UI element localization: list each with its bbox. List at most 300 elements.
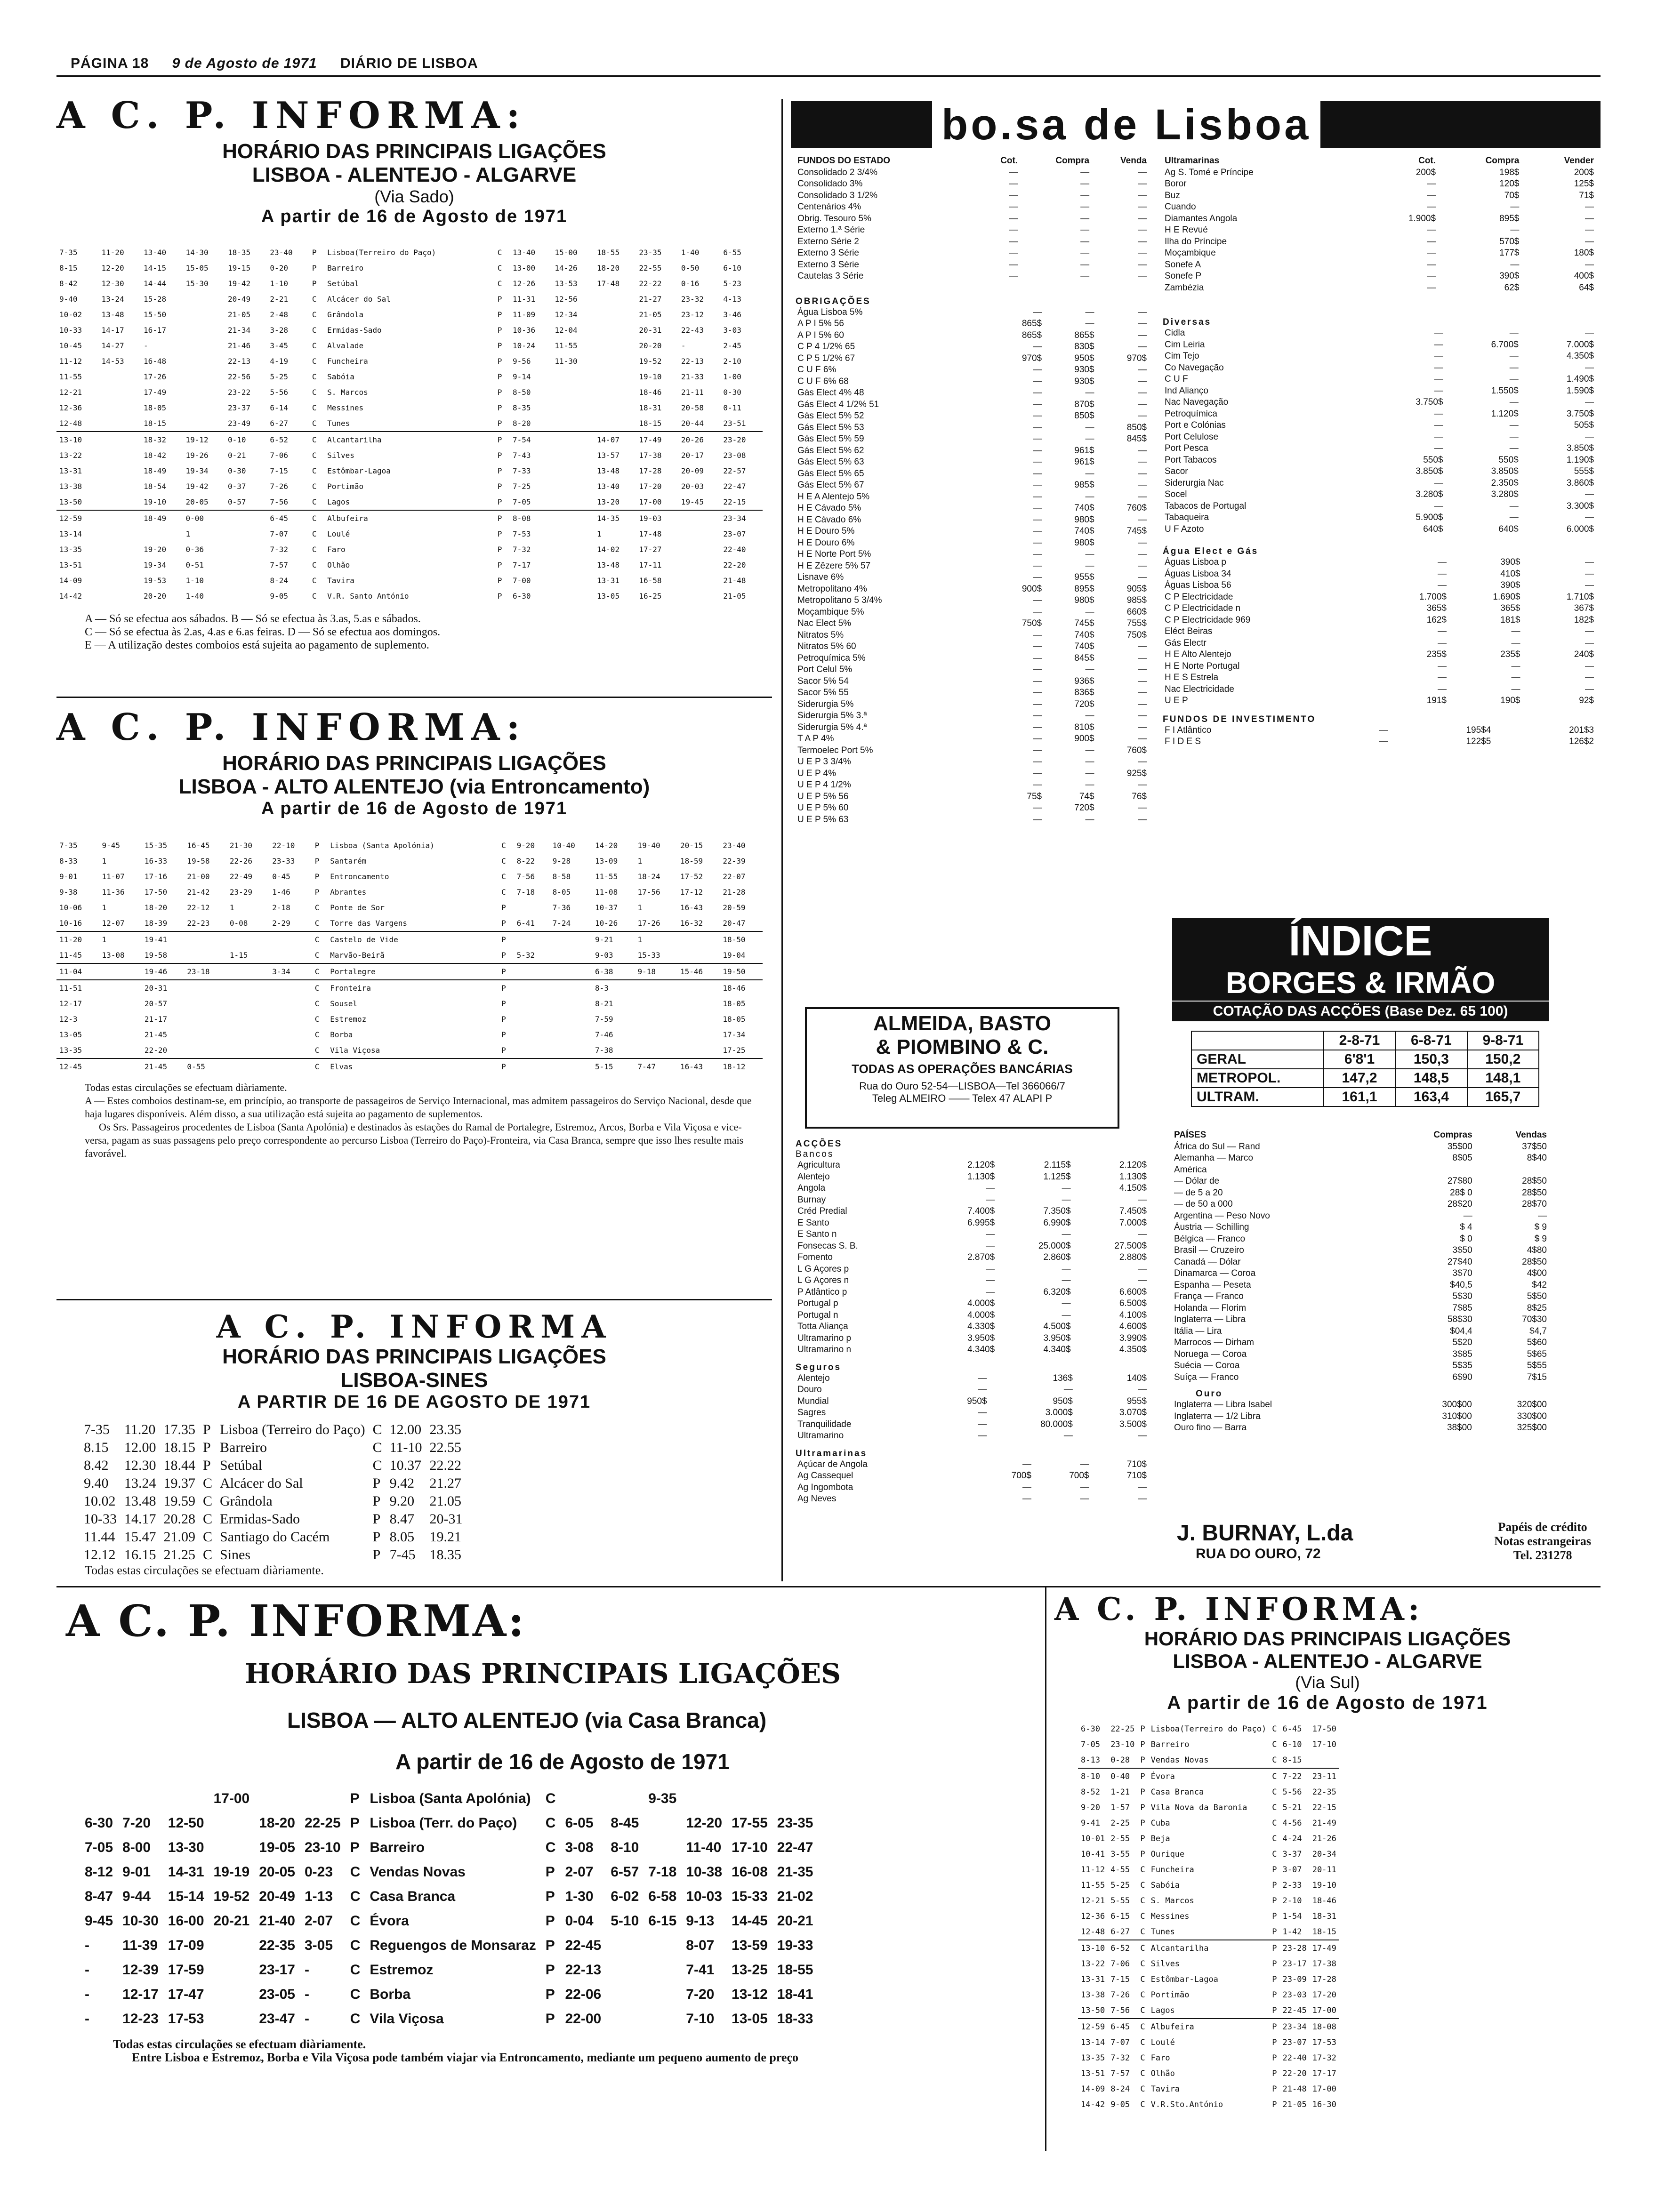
table-cell: 2-21 xyxy=(270,295,288,304)
timetable-note: Todas estas circulações se efectuam diàriamente. xyxy=(85,1563,324,1577)
table-cell: 23-03 xyxy=(1282,1990,1307,2000)
table-row xyxy=(80,1492,467,1510)
table-cell: 10.37 xyxy=(389,1458,422,1473)
table-cell: 17-50 xyxy=(1312,1724,1336,1734)
table-cell xyxy=(98,448,140,463)
table-cell xyxy=(606,2007,643,2031)
table-cell: C xyxy=(312,576,317,585)
table-cell xyxy=(552,542,594,557)
table-cell: 10-01 xyxy=(1081,1834,1105,1843)
ad-line: Teleg ALMEIRO —— Telex 47 ALAPI P xyxy=(872,1092,1053,1104)
table-cell: 20-31 xyxy=(429,1511,463,1527)
table-cell: 7-57 xyxy=(270,561,288,569)
table-cell: P xyxy=(1272,2068,1277,2078)
row-label: C P Electricidade 969 xyxy=(1165,615,1251,625)
table-cell: 22-20 xyxy=(1282,2068,1307,2078)
table-cell: — xyxy=(986,1183,995,1194)
table-header-row xyxy=(1191,1031,1539,1050)
table-cell: - xyxy=(143,341,148,350)
table-cell xyxy=(550,931,592,947)
table-cell xyxy=(99,1042,141,1058)
table-cell: 740$ xyxy=(1074,526,1094,537)
table-row xyxy=(1078,1987,1339,2003)
table-cell: 23-37 xyxy=(227,403,251,412)
timetable xyxy=(80,1421,467,1564)
table-cell: 18-55 xyxy=(777,1962,813,1978)
table-cell: C xyxy=(1140,1927,1145,1937)
table-cell: 0-51 xyxy=(185,561,204,569)
table-cell: — xyxy=(1080,213,1090,224)
table-row xyxy=(80,1528,467,1546)
table-cell: C xyxy=(312,963,328,980)
station-name: Tunes xyxy=(327,419,350,428)
row-label: Itália — Lira xyxy=(1174,1326,1222,1336)
table-cell: — xyxy=(1138,342,1147,352)
table-cell: — xyxy=(1585,673,1594,683)
table-cell: C xyxy=(312,931,328,947)
table-cell: 13-35 xyxy=(59,545,82,554)
table-row xyxy=(1163,501,1596,513)
station-name: Albufeira xyxy=(324,510,495,526)
table-row xyxy=(56,915,763,931)
table-cell: 0-45 xyxy=(272,872,290,881)
station-name: Beja xyxy=(1150,1834,1170,1843)
table-row xyxy=(1163,466,1596,478)
station-name: Casa Branca xyxy=(1150,1787,1204,1797)
table-cell: - xyxy=(85,1987,89,2002)
table-cell: 4.340$ xyxy=(967,1345,995,1355)
burnay-ad xyxy=(1177,1520,1591,1563)
row-label: Sonefe A xyxy=(1165,259,1201,270)
table-cell: P xyxy=(1140,1803,1145,1812)
row-label: Fonsecas S. B. xyxy=(797,1241,858,1251)
station-name: Ponte de Sor xyxy=(330,903,385,912)
table-cell: 23-09 xyxy=(1282,1974,1307,1984)
table-cell: 0-04 xyxy=(565,1913,594,1929)
table-cell: — xyxy=(1509,443,1519,454)
table-cell: — xyxy=(1033,376,1042,386)
row-label: C P Electricidade xyxy=(1165,592,1233,602)
table-cell: 3-45 xyxy=(270,341,288,350)
table-cell: 11.20 xyxy=(124,1422,156,1437)
table-cell: 7.400$ xyxy=(967,1206,995,1217)
table-row xyxy=(80,1439,467,1457)
row-label: C P 4 1/2% 65 xyxy=(797,342,855,352)
table-cell xyxy=(269,1027,312,1042)
table-cell: C xyxy=(1272,1834,1277,1843)
table-row xyxy=(56,494,763,510)
table-cell: C xyxy=(350,1913,361,1929)
table-row xyxy=(1163,512,1596,524)
table-cell: 9-05 xyxy=(1110,2100,1130,2109)
station-name: Ermidas-Sado xyxy=(327,326,382,335)
table-cell: — xyxy=(1138,1385,1147,1395)
table-cell: — xyxy=(1427,248,1436,258)
table-row xyxy=(56,432,763,448)
table-cell: 6-14 xyxy=(270,403,288,412)
table-cell: P xyxy=(1272,1927,1277,1937)
station-name: Olhão xyxy=(1150,2068,1175,2078)
ad-phone: Tel. 231278 xyxy=(1513,1548,1572,1562)
table-cell xyxy=(269,1042,312,1058)
table-cell: 28$50 xyxy=(1522,1176,1547,1186)
row-label: Petroquímica 5% xyxy=(797,653,866,663)
row-label: Alemanha — Marco xyxy=(1174,1153,1253,1163)
table-cell: 15-33 xyxy=(637,951,660,960)
row-label: Eléct Beiras xyxy=(1165,626,1213,637)
row-label: Cim Leiria xyxy=(1165,339,1205,350)
table-cell: 1.120$ xyxy=(1491,409,1519,419)
row-label: Portugal n xyxy=(797,1310,838,1320)
table-cell xyxy=(1384,1164,1474,1176)
table-cell: 163,4 xyxy=(1395,1088,1467,1106)
table-row xyxy=(1163,397,1596,409)
row-label: Ind Alianço xyxy=(1165,385,1208,396)
table-cell: 12-50 xyxy=(168,1815,204,1831)
table-cell: 1.490$ xyxy=(1566,374,1594,385)
table-cell: — xyxy=(1033,665,1042,675)
table-cell: 18.15 xyxy=(163,1440,195,1455)
table-row xyxy=(796,814,1149,826)
table-row xyxy=(796,422,1149,434)
table-row xyxy=(56,573,763,588)
table-row xyxy=(56,1027,763,1042)
table-cell: C xyxy=(501,888,506,897)
timetable xyxy=(56,838,763,1074)
table-row xyxy=(796,1419,1149,1431)
table-cell: 740$ xyxy=(1074,630,1094,640)
table-cell: 4.340$ xyxy=(1043,1345,1071,1355)
table-row xyxy=(796,1298,1149,1310)
table-cell: 3-37 xyxy=(1282,1849,1302,1859)
table-cell: 75$ xyxy=(1027,791,1042,801)
table-cell: 37$50 xyxy=(1522,1141,1547,1152)
table-cell: 21-05 xyxy=(723,592,746,601)
table-row xyxy=(1163,592,1596,603)
table-cell: 1-42 xyxy=(1282,1927,1302,1937)
table-cell: 895$ xyxy=(1499,213,1520,224)
table-cell: 200$ xyxy=(1574,167,1594,177)
table-cell: — xyxy=(1085,607,1094,617)
bolsa-fundos-obrigacoes xyxy=(796,155,1153,825)
column-header: 9-8-71 xyxy=(1467,1031,1539,1050)
table-row xyxy=(796,236,1149,248)
table-cell: — xyxy=(1138,1229,1147,1240)
table-row xyxy=(796,1333,1149,1345)
table-cell: C xyxy=(1272,1739,1277,1749)
table-row xyxy=(1163,178,1596,190)
ad-line: & PIOMBINO & C. xyxy=(876,1035,1049,1058)
table-cell: 700$ xyxy=(1011,1471,1031,1481)
table-cell: 390$ xyxy=(1500,580,1520,591)
table-cell: 8-24 xyxy=(270,576,288,585)
table-cell: P xyxy=(545,1889,555,1904)
row-label: H E Cávado 6% xyxy=(797,514,861,525)
row-label: Gás Elect 4% 48 xyxy=(797,388,864,398)
table-cell: 955$ xyxy=(1074,572,1094,583)
table-cell xyxy=(678,510,720,526)
table-cell: — xyxy=(1062,1229,1071,1240)
table-cell: 1-46 xyxy=(272,888,290,897)
table-cell: 7-20 xyxy=(686,1987,715,2002)
table-cell: 8-15 xyxy=(59,264,78,272)
table-cell: 11-12 xyxy=(1081,1865,1105,1875)
table-cell: 930$ xyxy=(1074,365,1094,375)
table-cell: P xyxy=(314,888,320,897)
row-label: C U F xyxy=(1165,374,1188,385)
table-cell: 300$00 xyxy=(1442,1400,1472,1410)
table-cell: 7-56 xyxy=(516,872,535,881)
table-cell: 14-42 xyxy=(1081,2100,1105,2109)
table-cell: 22-12 xyxy=(187,903,210,912)
table-cell: 16-00 xyxy=(168,1913,204,1929)
table-cell: 21-48 xyxy=(1282,2084,1307,2094)
table-row xyxy=(1163,524,1596,536)
table-cell: 14-45 xyxy=(732,1913,768,1929)
table-cell xyxy=(594,385,636,400)
table-row xyxy=(56,853,763,869)
station-name: Santiago do Cacém xyxy=(220,1529,330,1545)
table-cell: 10-37 xyxy=(595,903,618,912)
table-cell: — xyxy=(1138,388,1147,398)
timetable xyxy=(80,1787,818,2031)
table-row xyxy=(80,1933,818,1958)
table-cell: 2-55 xyxy=(1110,1834,1130,1843)
table-cell: 3-07 xyxy=(1282,1865,1302,1875)
row-label: Consolidado 3% xyxy=(797,179,863,189)
table-cell: 7-25 xyxy=(512,482,531,491)
table-cell: 20-34 xyxy=(1312,1849,1336,1859)
table-row xyxy=(796,584,1149,595)
table-row xyxy=(796,341,1149,353)
table-cell: 6-45 xyxy=(267,510,309,526)
table-cell: 2-33 xyxy=(1282,1880,1302,1890)
table-row xyxy=(80,1475,467,1492)
table-cell: 9-03 xyxy=(595,951,613,960)
row-label: Tabaqueira xyxy=(1165,513,1209,523)
table-cell: 18-20 xyxy=(259,1815,295,1831)
table-cell: 0-50 xyxy=(681,264,700,272)
table-cell: — xyxy=(1080,248,1090,258)
table-cell: — xyxy=(1085,468,1094,479)
table-cell: 23-10 xyxy=(1110,1739,1135,1749)
table-cell: — xyxy=(1509,432,1519,442)
table-row xyxy=(80,1787,818,1811)
table-cell: 22-49 xyxy=(229,872,252,881)
table-cell: 745$ xyxy=(1074,618,1094,629)
table-cell: 10-24 xyxy=(512,341,536,350)
table-cell: — xyxy=(1085,561,1094,571)
table-cell: 3.300$ xyxy=(1566,501,1594,511)
table-cell: — xyxy=(978,1385,987,1395)
table-cell: 17-10 xyxy=(732,1840,768,1855)
table-cell: 80.000$ xyxy=(1040,1419,1073,1429)
table-row xyxy=(1163,409,1596,420)
table-cell: 8.05 xyxy=(389,1529,415,1545)
table-cell xyxy=(635,1027,677,1042)
table-cell: 17-26 xyxy=(637,919,660,928)
table-cell: P xyxy=(372,1511,381,1527)
table-cell: — xyxy=(1085,307,1094,317)
table-cell: - xyxy=(85,1962,89,1978)
table-row xyxy=(1163,443,1596,455)
row-label: Burnay xyxy=(797,1194,826,1205)
table-cell: 28$70 xyxy=(1522,1199,1547,1210)
table-cell: 17-49 xyxy=(143,388,167,397)
table-cell: — xyxy=(1509,362,1519,373)
table-cell: — xyxy=(1509,397,1519,408)
station-name: Borba xyxy=(370,1987,411,2002)
table-row xyxy=(796,1218,1149,1229)
table-cell: C xyxy=(1140,2100,1145,2109)
table-cell: C xyxy=(1137,2019,1148,2035)
table-cell: 1 xyxy=(229,903,234,912)
ad-route: LISBOA — ALTO ALENTEJO (via Casa Branca) xyxy=(287,1708,767,1732)
note: A — Estes comboios destinam-se, em princípio, ao transporte de passageiros de Serviço Internacional, mas admitem passageiros do Serviço Nacional, desde que haja lugares disponíveis. Além disso, a sua utilização está sujeita ao pagamento de suplementos. xyxy=(85,1095,752,1120)
table-cell: P xyxy=(1140,1818,1145,1828)
table-cell: 17-59 xyxy=(168,1962,204,1978)
table-cell xyxy=(552,494,594,510)
table-cell: 2-25 xyxy=(1110,1818,1130,1828)
table-cell: 13-31 xyxy=(596,576,620,585)
table-cell: P xyxy=(1137,1768,1148,1784)
table-cell: P xyxy=(497,561,502,569)
table-cell: 1 xyxy=(102,857,107,866)
ad-date: A partir de 16 de Agosto de 1971 xyxy=(1167,1692,1488,1713)
row-label: Gás Elect 4 1/2% 51 xyxy=(797,399,879,409)
table-cell: 8-24 xyxy=(1110,2084,1130,2094)
table-cell: P xyxy=(1140,1739,1145,1749)
table-cell: 18-15 xyxy=(1312,1927,1336,1937)
table-cell: 7-54 xyxy=(510,432,552,448)
table-cell: 17-53 xyxy=(168,2011,204,2027)
table-cell: C xyxy=(203,1475,213,1491)
table-cell: 22.55 xyxy=(429,1440,462,1455)
table-cell: 1 xyxy=(99,931,141,947)
table-cell: 23-47 xyxy=(259,2011,295,2027)
table-cell xyxy=(678,573,720,588)
table-row xyxy=(796,364,1149,376)
table-cell: 18-41 xyxy=(777,1987,813,2002)
column-header xyxy=(1191,1031,1324,1050)
table-cell xyxy=(552,463,594,479)
table-cell: 8.42 xyxy=(84,1458,109,1473)
table-cell: 21-48 xyxy=(723,576,746,585)
table-cell: 17-26 xyxy=(143,372,167,381)
table-cell xyxy=(552,400,594,416)
table-cell: 17-49 xyxy=(1310,1940,1339,1956)
table-cell: 14-53 xyxy=(101,357,124,366)
bancos-table xyxy=(796,1160,1149,1356)
table-cell: 8-52 xyxy=(1081,1787,1100,1797)
table-cell: 9-38 xyxy=(59,888,78,897)
table-cell xyxy=(1310,1752,1339,1768)
table-cell: 18-46 xyxy=(1312,1896,1336,1906)
table-row xyxy=(1163,167,1596,179)
table-cell: — xyxy=(1585,397,1594,408)
row-label: Gás Electr xyxy=(1165,638,1207,648)
table-cell: — xyxy=(1062,1194,1071,1205)
note: Todas estas circulações se efectuam diàriamente. xyxy=(85,1082,287,1093)
table-cell: 11-08 xyxy=(595,888,618,897)
table-cell: 14-17 xyxy=(101,326,124,335)
table-cell: P xyxy=(497,372,502,381)
row-label: Portugal p xyxy=(797,1298,838,1309)
table-row xyxy=(796,271,1149,282)
table-header-row xyxy=(1172,1130,1549,1141)
table-cell: — xyxy=(1033,722,1042,732)
table-cell: — xyxy=(1085,711,1094,721)
ad-date: A partir de 16 de Agosto de 1971 xyxy=(395,1749,730,1774)
table-cell: — xyxy=(1080,225,1090,235)
table-cell: P xyxy=(1140,1849,1145,1859)
station-name: S. Marcos xyxy=(327,388,368,397)
table-cell: C xyxy=(350,1987,361,2002)
table-cell: — xyxy=(1063,1431,1073,1441)
section-label: ACÇÕES xyxy=(796,1139,843,1149)
table-cell: 8-50 xyxy=(512,388,531,397)
table-row xyxy=(56,542,763,557)
ad-subtitle: HORÁRIO DAS PRINCIPAIS LIGAÇÕES xyxy=(222,140,606,163)
table-cell: 16-32 xyxy=(680,919,703,928)
table-cell: P xyxy=(314,841,320,850)
ad-line: TODAS AS OPERAÇÕES BANCÁRIAS xyxy=(852,1062,1073,1076)
table-cell: — xyxy=(1438,638,1447,648)
table-cell: 19-15 xyxy=(227,264,251,272)
station-name: Barreiro xyxy=(370,1840,425,1855)
table-cell: 235$ xyxy=(1426,649,1447,660)
table-cell: 7-32 xyxy=(512,545,531,554)
table-cell: 18-46 xyxy=(720,980,763,996)
table-cell xyxy=(227,963,269,980)
table-cell: 21-34 xyxy=(227,326,251,335)
table-cell: 16-45 xyxy=(187,841,210,850)
table-cell: 17-16 xyxy=(144,872,168,881)
table-cell: 11-55 xyxy=(555,341,578,350)
row-label: U E P 4 1/2% xyxy=(797,780,851,790)
table-cell: C xyxy=(314,1046,320,1055)
table-cell: 2.870$ xyxy=(967,1252,995,1263)
table-row xyxy=(1078,1721,1339,1737)
table-cell: 6-58 xyxy=(648,1889,677,1904)
table-cell: 8-33 xyxy=(59,857,78,866)
table-cell: 7-05 xyxy=(512,497,531,506)
table-cell: 19-26 xyxy=(185,451,209,460)
table-cell: 22-43 xyxy=(681,326,704,335)
ad-title: A C. P. INFORMA: xyxy=(66,1595,526,1646)
table-cell: 925$ xyxy=(1126,768,1147,778)
table-cell: 6-41 xyxy=(516,919,535,928)
table-cell: C xyxy=(312,451,317,460)
table-cell: P xyxy=(545,1962,555,1978)
row-label: P Atlântico p xyxy=(797,1287,847,1297)
table-cell: C xyxy=(1140,2084,1145,2094)
table-cell: 0-40 xyxy=(1108,1768,1137,1784)
row-label: Gás Elect 5% 63 xyxy=(797,457,864,467)
table-cell: — xyxy=(1511,673,1520,683)
table-cell: C xyxy=(1140,2053,1145,2063)
row-label: Nac Navegação xyxy=(1165,397,1229,408)
table-cell: 2-48 xyxy=(270,310,288,319)
table-cell: — xyxy=(1585,236,1594,247)
table-cell: 18-15 xyxy=(143,419,167,428)
table-cell xyxy=(184,996,226,1011)
table-cell: 1-21 xyxy=(1110,1787,1130,1797)
table-row xyxy=(1172,1153,1549,1164)
table-cell: P xyxy=(545,1913,555,1929)
table-cell: — xyxy=(1138,411,1147,421)
table-row xyxy=(1078,1893,1339,1908)
